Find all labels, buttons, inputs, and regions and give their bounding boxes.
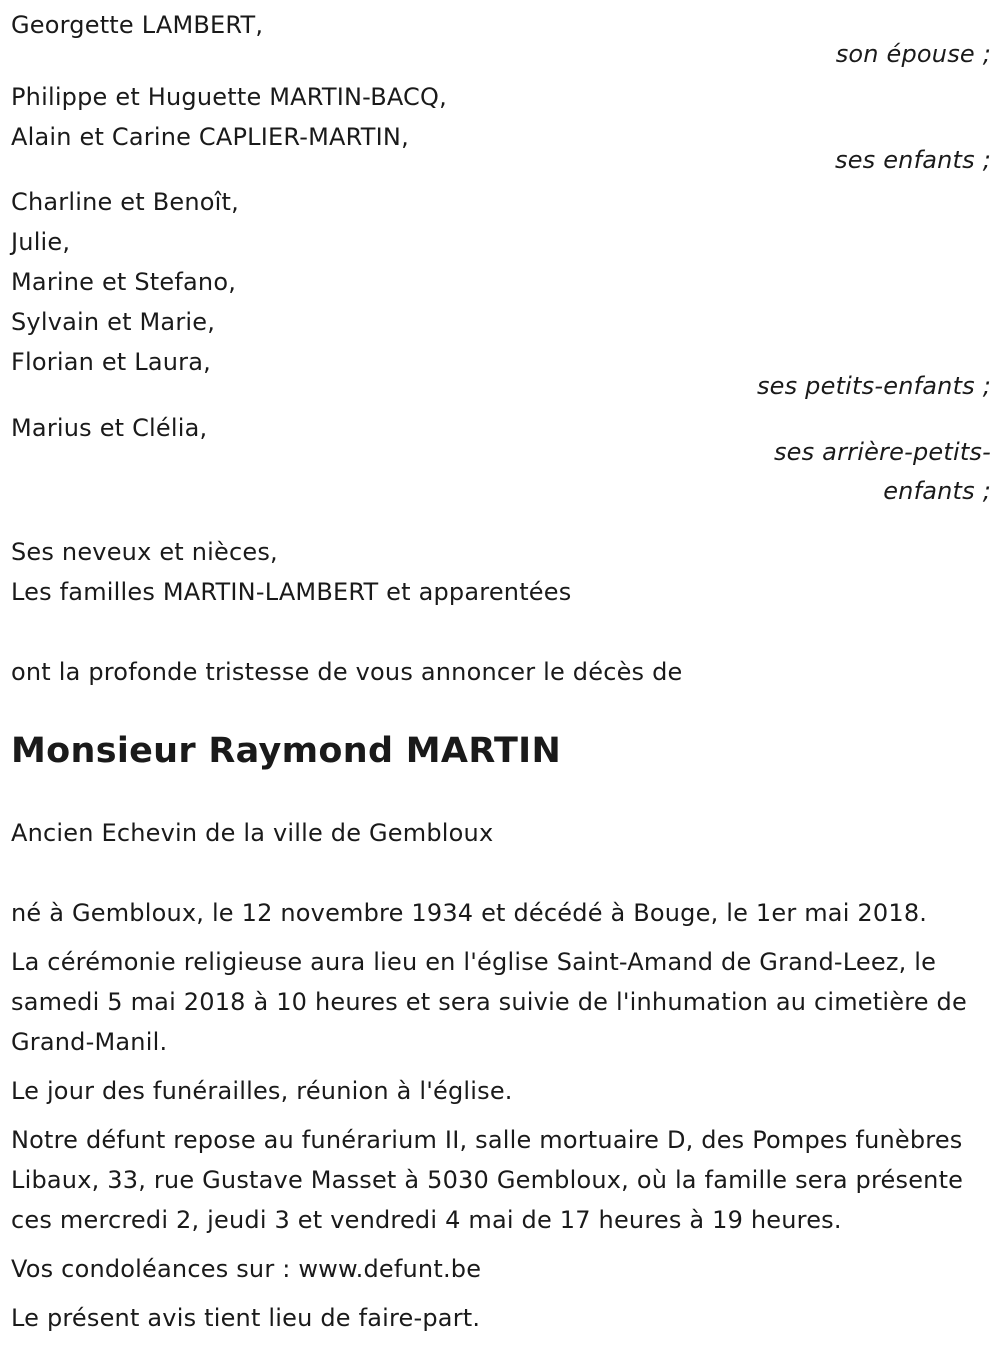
great-grandchildren-role: ses arrière-petits- xyxy=(773,438,991,466)
grandchild-line: Julie, xyxy=(11,228,71,256)
announcement-text: ont la profonde tristesse de vous annoncer le décès de xyxy=(11,658,683,686)
child-line: Philippe et Huguette MARTIN-BACQ, xyxy=(11,83,447,111)
grandchild-line: Charline et Benoît, xyxy=(11,188,239,216)
relatives-line: Ses neveux et nièces, xyxy=(11,538,278,566)
spouse-name: Georgette LAMBERT, xyxy=(11,11,264,39)
great-grandchildren-role: enfants ; xyxy=(883,477,991,505)
child-line: Alain et Carine CAPLIER-MARTIN, xyxy=(11,123,409,151)
grandchild-line: Florian et Laura, xyxy=(11,348,211,376)
deceased-name: Monsieur Raymond MARTIN xyxy=(11,731,562,771)
notice-text: Le présent avis tient lieu de faire-part. xyxy=(11,1304,481,1332)
children-role: ses enfants ; xyxy=(835,146,991,174)
great-grandchild-line: Marius et Clélia, xyxy=(11,414,208,442)
grandchildren-role: ses petits-enfants ; xyxy=(756,372,991,400)
grandchild-line: Marine et Stefano, xyxy=(11,268,237,296)
ceremony-text: La cérémonie religieuse aura lieu en l'église Saint-Amand de Grand-Leez, le samedi 5 mai 2018 à 10 heures et sera suivie de l'inhumation au cimetière de Grand-Manil. xyxy=(11,948,967,1056)
reunion-text: Le jour des funérailles, réunion à l'église. xyxy=(11,1077,513,1105)
deceased-title: Ancien Echevin de la ville de Gembloux xyxy=(11,819,494,847)
birth-death-text: né à Gembloux, le 12 novembre 1934 et décédé à Bouge, le 1er mai 2018. xyxy=(11,899,928,927)
relatives-line: Les familles MARTIN-LAMBERT et apparentées xyxy=(11,578,572,606)
visitation-text: Notre défunt repose au funérarium II, salle mortuaire D, des Pompes funèbres Libaux, 33, rue Gustave Masset à 5030 Gembloux, où la famille sera présente ces mercredi 2, jeudi 3 et vendredi 4 mai de 17 heures à 19 heures. xyxy=(11,1126,964,1234)
spouse-role: son épouse ; xyxy=(835,40,991,68)
obituary-notice xyxy=(11,0,991,1338)
condolences-text: Vos condoléances sur : www.defunt.be xyxy=(11,1255,482,1283)
grandchild-line: Sylvain et Marie, xyxy=(11,308,216,336)
